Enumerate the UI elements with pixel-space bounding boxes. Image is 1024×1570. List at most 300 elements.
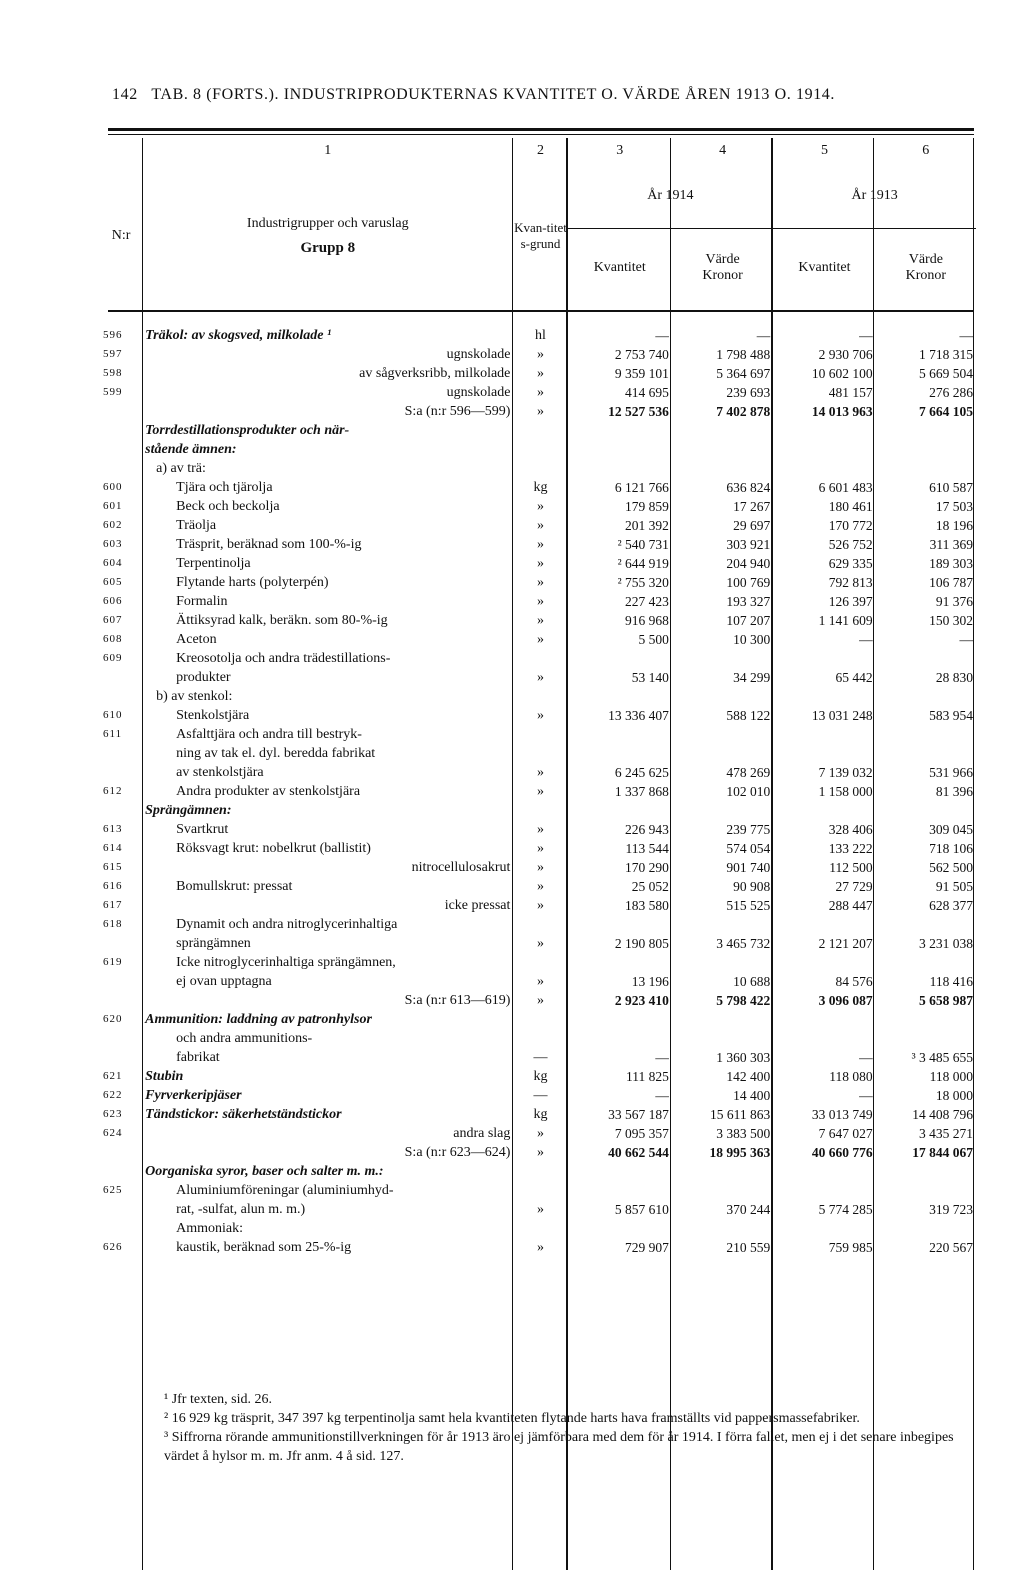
quantity-1914 [568,421,672,440]
quantity-1913: 27 729 [835,879,873,894]
row-number [100,744,142,763]
quantity-1914 [568,1010,672,1029]
table-row [100,725,976,744]
row-description: kaustik, beräknad som 25-%-ig [176,1240,352,1255]
value-1913: 531 966 [929,765,973,780]
row-number: 626 [103,1241,123,1253]
row-description: Kreosotolja och andra trädestillations- [176,651,391,666]
quantity-1913: — [859,328,873,343]
row-number: 623 [103,1108,123,1120]
header-desc [142,164,513,308]
value-1914 [672,421,773,440]
table-row [100,345,976,364]
row-number: 598 [103,367,123,379]
quantity-1913 [773,1162,875,1181]
table-row [100,630,976,649]
quantity-1914 [568,725,672,744]
quantity-1914: 227 423 [625,594,669,609]
quantity-1914 [568,1029,672,1048]
row-description: Fyrverkeripjäser [145,1088,242,1103]
quantity-1914: 9 359 101 [614,366,669,381]
row-unit: » [536,366,544,381]
value-1914 [672,915,773,934]
quantity-1914 [568,649,672,668]
footnote-1: ¹ Jfr texten, sid. 26. [164,1392,273,1407]
value-1913: 610 587 [929,480,973,495]
value-1913: 118 416 [929,974,973,989]
row-unit: » [536,784,544,799]
value-1914: 90 908 [733,879,771,894]
row-unit: hl [535,328,546,343]
row-number: 607 [103,614,123,626]
quantity-1914: 6 245 625 [614,765,669,780]
value-1913: 5 658 987 [919,993,973,1008]
header-varde-1914 [672,228,773,308]
colnum-2: 2 [536,143,544,158]
quantity-1913: 526 752 [828,537,873,552]
table-row [100,326,976,345]
quantity-1913: 14 013 963 [811,404,873,419]
value-1913: 18 000 [935,1088,973,1103]
value-1913: 17 503 [935,499,973,514]
row-description: Ammoniak: [176,1221,244,1236]
row-number: 596 [103,329,123,341]
quantity-1913 [773,744,875,763]
quantity-1913: 7 647 027 [818,1126,873,1141]
value-1913 [876,459,976,478]
table-header [100,138,976,308]
quantity-1914: 179 859 [625,499,669,514]
table-row [100,421,976,440]
value-1914: 303 921 [726,537,771,552]
table-row [100,1238,976,1257]
row-unit [513,1219,567,1238]
row-description: Flytande harts (polyterpén) [176,575,329,590]
row-number [100,440,142,459]
value-1913: 91 505 [935,879,973,894]
row-unit: kg [533,1069,548,1084]
colnum-5: 5 [820,143,828,158]
quantity-1914: 6 121 766 [614,480,669,495]
quantity-1914 [568,915,672,934]
value-1913 [876,1010,976,1029]
quantity-1914: 33 567 187 [608,1107,669,1122]
row-unit: » [536,632,544,647]
quantity-1913: 2 930 706 [818,347,873,362]
table-row [100,1219,976,1238]
table-row [100,1124,976,1143]
value-1913: 718 106 [929,841,973,856]
data-table [100,326,976,1257]
quantity-1913: 126 397 [828,594,873,609]
table-row [100,782,976,801]
header-year-1914: År 1914 [568,164,774,228]
quantity-1913 [773,1181,875,1200]
row-number: 614 [103,842,123,854]
row-description: Aluminiumföreningar (aluminiumhyd- [176,1183,394,1198]
footnote-3: ³ Siffrorna rörande ammunitionstillverkningen för år 1913 äro ej jämförbara med dem för år 1914. I förra fallet, men ej i det senare inbegipes värdet å hylsor m. m. Jfr anm. 4 å sid. 127. [164,1430,954,1464]
value-1913: 81 396 [935,784,973,799]
table-row [100,1067,976,1086]
table-row [100,934,976,953]
row-unit [513,1162,567,1181]
value-1914 [672,1010,773,1029]
row-unit [513,915,567,934]
row-number [100,1029,142,1048]
quantity-1913: 112 500 [829,860,873,875]
value-1913 [876,1181,976,1200]
row-description: Röksvagt krut: nobelkrut (ballistit) [176,841,371,856]
quantity-1914: 183 580 [625,898,669,913]
value-1914: 1 798 488 [716,347,771,362]
row-number: 622 [103,1089,123,1101]
quantity-1914: ² 755 320 [617,575,669,590]
table-row [100,801,976,820]
quantity-1914 [568,440,672,459]
row-description: ning av tak el. dyl. beredda fabrikat [176,746,376,761]
quantity-1913 [773,725,875,744]
row-description: nitrocellulosakrut [411,860,511,875]
table-row [100,478,976,497]
row-unit: » [536,1126,544,1141]
quantity-1913: 6 601 483 [818,480,873,495]
row-number [100,1200,142,1219]
row-unit: — [533,1088,548,1103]
quantity-1914: 226 943 [625,822,669,837]
value-1914: 574 054 [726,841,771,856]
row-number: 597 [103,348,123,360]
value-1914 [672,725,773,744]
row-number: 619 [103,956,123,968]
row-unit [513,1181,567,1200]
quantity-1914: 414 695 [625,385,669,400]
table-row [100,1143,976,1162]
value-1914: 102 010 [726,784,771,799]
row-number [100,1219,142,1238]
value-1913: 583 954 [929,708,973,723]
value-1914: 3 465 732 [716,936,771,951]
value-1914 [672,687,773,706]
value-1913: 118 000 [929,1069,973,1084]
row-description: Träsprit, beräknad som 100-%-ig [176,537,362,552]
quantity-1914: 111 825 [626,1069,669,1084]
row-description: Ammunition: laddning av patronhylsor [145,1012,372,1027]
row-number [100,1162,142,1181]
row-number: 609 [103,652,123,664]
quantity-1913 [773,421,875,440]
quantity-1913: 792 813 [828,575,873,590]
row-description: S:a (n:r 596—599) [404,404,511,419]
value-1913: 17 844 067 [912,1145,973,1160]
value-1913: 319 723 [929,1202,973,1217]
row-description: S:a (n:r 623—624) [404,1145,511,1160]
table-row [100,858,976,877]
row-unit: » [536,822,544,837]
row-description: icke pressat [444,898,511,913]
header-grupp: Grupp 8 [300,239,356,256]
table-row [100,497,976,516]
table-row [100,402,976,421]
quantity-1913 [773,915,875,934]
quantity-1914 [568,687,672,706]
row-description: Ättiksyrad kalk, beräkn. som 80-%-ig [176,613,388,628]
quantity-1914: 729 907 [625,1240,669,1255]
row-description: Dynamit och andra nitroglycerinhaltiga [176,917,398,932]
row-number: 625 [103,1184,123,1196]
top-rule [108,128,974,131]
row-unit [513,649,567,668]
row-number: 610 [103,709,123,721]
header-nr: N:r [111,228,131,243]
row-number [100,801,142,820]
value-1913 [876,1219,976,1238]
value-1913: 628 377 [929,898,973,913]
value-1914: 5 798 422 [716,993,771,1008]
row-number [100,459,142,478]
header-kronor-label: Kronor [702,268,743,284]
value-1914: 210 559 [726,1240,771,1255]
quantity-1913: 133 222 [828,841,873,856]
value-1914: 142 400 [726,1069,771,1084]
table-row [100,1029,976,1048]
quantity-1913: 10 602 100 [811,366,873,381]
quantity-1913 [773,1219,875,1238]
row-unit: » [536,879,544,894]
row-unit: » [536,347,544,362]
value-1913: 220 567 [929,1240,973,1255]
table-row [100,991,976,1010]
quantity-1914: 2 923 410 [614,993,669,1008]
value-1914: 515 525 [726,898,771,913]
row-unit [513,1010,567,1029]
header-kronor-label: Kronor [905,268,947,284]
value-1913 [876,801,976,820]
value-1914: 478 269 [726,765,771,780]
quantity-1913 [773,687,875,706]
value-1914: 15 611 863 [710,1107,771,1122]
quantity-1913: 40 660 776 [811,1145,873,1160]
quantity-1913: 3 096 087 [818,993,873,1008]
quantity-1914: 13 336 407 [608,708,669,723]
table-row [100,554,976,573]
quantity-1913: 288 447 [828,898,873,913]
value-1914: 239 693 [726,385,771,400]
row-unit: » [536,765,544,780]
table-row [100,896,976,915]
table-row [100,877,976,896]
quantity-1914 [568,953,672,972]
table-row [100,839,976,858]
value-1914: 370 244 [726,1202,771,1217]
row-number: 617 [103,899,123,911]
quantity-1914: 2 190 805 [614,936,669,951]
row-description: Träolja [176,518,217,533]
row-description: Oorganiska syror, baser och salter m. m.: [145,1164,384,1179]
row-number [100,1143,142,1162]
row-description: av sågverksribb, milkolade [359,366,511,381]
value-1913: 91 376 [935,594,973,609]
value-1913 [876,649,976,668]
quantity-1914 [568,459,672,478]
row-unit [513,801,567,820]
row-unit [513,687,567,706]
value-1914: 14 400 [733,1088,771,1103]
value-1913 [876,953,976,972]
quantity-1913: 1 158 000 [818,784,873,799]
value-1914 [672,1181,773,1200]
quantity-1913 [773,649,875,668]
value-1914 [672,744,773,763]
quantity-1913: 481 157 [828,385,873,400]
value-1914: 10 688 [733,974,771,989]
row-unit [513,744,567,763]
row-description: Tjära och tjärolja [176,480,273,495]
colnum-4: 4 [719,143,727,158]
value-1914: 193 327 [726,594,771,609]
row-description: Träkol: av skogsved, milkolade ¹ [145,328,332,343]
row-number [100,991,142,1010]
row-description: Stubin [145,1069,184,1084]
table-row [100,516,976,535]
row-description: fabrikat [176,1050,220,1065]
row-number [100,668,142,687]
quantity-1914 [568,1181,672,1200]
row-unit: » [536,993,544,1008]
quantity-1913: 170 772 [828,518,873,533]
table-row [100,649,976,668]
value-1913: ³ 3 485 655 [911,1050,973,1065]
row-number: 606 [103,595,123,607]
row-unit: » [536,537,544,552]
header-kvantitet-1913: Kvantitet [798,260,851,276]
value-1913 [876,1162,976,1181]
table-row [100,915,976,934]
quantity-1914: 1 337 868 [614,784,669,799]
value-1913: 14 408 796 [912,1107,973,1122]
colnum-6: 6 [922,143,930,158]
table-row [100,820,976,839]
value-1913: 189 303 [929,556,973,571]
row-description: Terpentinolja [176,556,251,571]
table-row [100,611,976,630]
table-row [100,573,976,592]
row-number [100,687,142,706]
table-row [100,1105,976,1124]
table-row [100,972,976,991]
header-kvantitet-1914: Kvantitet [593,260,646,276]
value-1913 [876,744,976,763]
value-1913 [876,1029,976,1048]
value-1913 [876,725,976,744]
row-description: Svartkrut [176,822,229,837]
row-description: Beck och beckolja [176,499,280,514]
quantity-1913: 1 141 609 [818,613,873,628]
row-unit [513,459,567,478]
row-number: 605 [103,576,123,588]
header-varde-label: Värde [908,252,943,268]
row-unit: » [536,1240,544,1255]
quantity-1913: 629 335 [828,556,873,571]
row-description: b) av stenkol: [156,689,233,704]
quantity-1913: 180 461 [828,499,873,514]
value-1914: 636 824 [726,480,771,495]
quantity-1913 [773,801,875,820]
footnote-2: ² 16 929 kg träsprit, 347 397 kg terpentinolja samt hela kvantiteten flytande harts hava framställts vid pappersmassefabriker. [164,1411,860,1426]
value-1914: 239 775 [726,822,771,837]
row-description: ugnskolade [446,347,511,362]
value-1913: 3 435 271 [919,1126,973,1141]
row-unit [513,421,567,440]
page-heading [112,86,992,104]
row-unit: » [536,404,544,419]
row-unit [513,953,567,972]
value-1913: 18 196 [935,518,973,533]
value-1913: 5 669 504 [919,366,973,381]
row-description: a) av trä: [156,461,206,476]
value-1913: 106 787 [929,575,973,590]
quantity-1913: 328 406 [828,822,873,837]
table-row [100,1010,976,1029]
value-1914: 100 769 [726,575,771,590]
row-number: 608 [103,633,123,645]
quantity-1914: ² 644 919 [617,556,669,571]
row-description: Andra produkter av stenkolstjära [176,784,361,799]
row-description: Stenkolstjära [176,708,250,723]
value-1914: 901 740 [726,860,771,875]
value-1913 [876,915,976,934]
row-unit [513,440,567,459]
value-1913: 3 231 038 [919,936,973,951]
quantity-1914: ² 540 731 [617,537,669,552]
table-row [100,592,976,611]
row-number [100,763,142,782]
row-description: S:a (n:r 613—619) [404,993,511,1008]
row-number: 604 [103,557,123,569]
row-number: 624 [103,1127,123,1139]
value-1913: — [959,632,973,647]
value-1914 [672,440,773,459]
row-number: 600 [103,481,123,493]
row-unit: » [536,1202,544,1217]
value-1913 [876,440,976,459]
row-description: av stenkolstjära [176,765,264,780]
value-1914 [672,953,773,972]
value-1914: 3 383 500 [716,1126,771,1141]
value-1914: 18 995 363 [709,1145,771,1160]
header-varde-1913 [876,228,976,308]
quantity-1913: 5 774 285 [818,1202,873,1217]
row-unit: » [536,708,544,723]
row-description: rat, -sulfat, alun m. m.) [176,1202,306,1217]
quantity-1913 [773,953,875,972]
row-description: andra slag [453,1126,511,1141]
quantity-1914: 916 968 [625,613,669,628]
table-row [100,440,976,459]
row-number [100,402,142,421]
table-row [100,364,976,383]
quantity-1913 [773,459,875,478]
row-unit: » [536,613,544,628]
row-number: 599 [103,386,123,398]
value-1914 [672,1029,773,1048]
row-unit: » [536,974,544,989]
row-number: 615 [103,861,123,873]
row-description: Bomullskrut: pressat [176,879,293,894]
value-1914: 204 940 [726,556,771,571]
value-1914: 29 697 [733,518,771,533]
row-number: 616 [103,880,123,892]
row-number: 620 [103,1013,123,1025]
